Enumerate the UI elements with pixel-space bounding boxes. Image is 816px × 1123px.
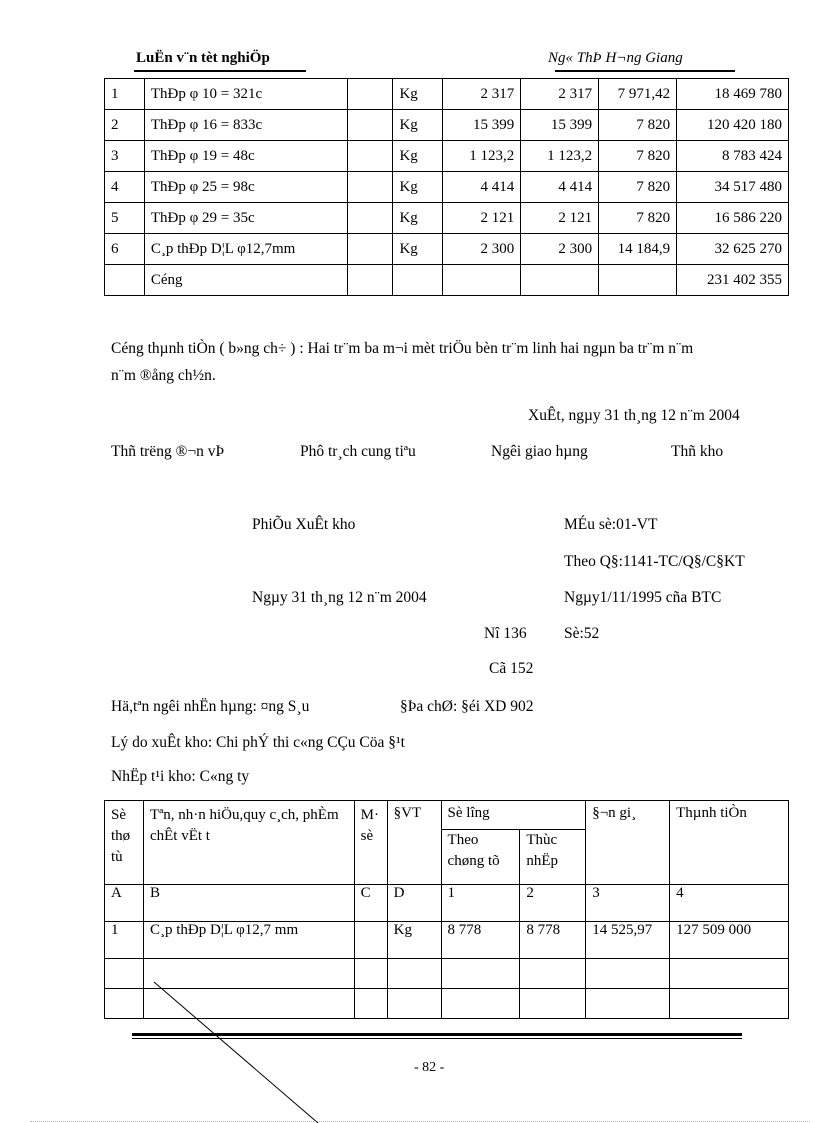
cell-unit-price: 7 971,42 [599,79,677,110]
cell-amount: 18 469 780 [677,79,789,110]
issue-reason: Lý do xuÊt kho: Chi phÝ thi c«ng CÇu Cöa §¹t [111,734,405,751]
cell-qty-actual: 2 121 [521,203,599,234]
footer-rule [132,1033,742,1036]
cell-qty-doc: 2 300 [443,234,521,265]
cell-item-name: ThÐp φ 16 = 833c [144,110,347,141]
cell-item-name: Céng [144,265,347,296]
form-number: MÉu sè:01-VT [564,516,658,533]
document-header-author: Ng« ThÞ H¬ng Giang [548,50,683,66]
cell-qty-actual: 8 778 [520,922,586,959]
form-date: Ngµy1/11/1995 cña BTC [564,589,722,606]
cell-unit-price: 7 820 [599,172,677,203]
cell-qty-actual: 2 300 [521,234,599,265]
column-code: 3 [586,885,670,922]
cell-row-number: 6 [105,234,145,265]
total-in-words: Céng thµnh tiÒn ( b»ng ch÷ ) : Hai tr¨m ba m¬i mèt triÖu bèn tr¨m linh hai ngµn ba tr¨m n¨m [111,340,694,357]
column-code: A [105,885,144,922]
cell-qty-doc: 8 778 [441,922,520,959]
cell-unit: Kg [393,234,443,265]
cell-item-name: ThÐp φ 19 = 48c [144,141,347,172]
warehouse: NhËp t¹i kho: C«ng ty [111,768,250,785]
cell-qty-doc: 1 123,2 [443,141,521,172]
cell-unit-price: 7 820 [599,141,677,172]
cell-amount: 231 402 355 [677,265,789,296]
signature-deliverer: Ngêi giao hµng [491,443,588,460]
cell-unit-price: 14 525,97 [586,922,670,959]
cell-amount: 127 509 000 [670,922,789,959]
cell-row-number: 3 [105,141,145,172]
header-item-name: Tªn, nh·n hiÖu,quy c¸ch, phÈm chÊt vËt t [143,801,354,885]
page-edge [30,1121,810,1122]
cell-unit-price: 7 820 [599,110,677,141]
cell-qty-doc: 15 399 [443,110,521,141]
cell-item-name: ThÐp φ 25 = 98c [144,172,347,203]
cell-item-name: C¸p thÐp D¦L φ12,7mm [144,234,347,265]
slip-date: Ngµy 31 th¸ng 12 n¨m 2004 [252,589,427,606]
cell-unit: Kg [387,922,441,959]
issue-date-line: XuÊt, ngµy 31 th¸ng 12 n¨m 2004 [528,407,740,424]
receiver-address: §Þa chØ: §éi XD 902 [400,698,534,715]
column-code: 2 [520,885,586,922]
cell-amount: 34 517 480 [677,172,789,203]
column-code: B [143,885,354,922]
receiver-name: Hä,tªn ngêi nhËn hµng: ¤ng S¸u [111,698,310,715]
form-reference: Theo Q§:1141-TC/Q§/C§KT [564,553,745,570]
page-number: - 82 - [414,1060,445,1075]
cell-unit-price: 7 820 [599,203,677,234]
header-unit: §VT [387,801,441,885]
cell-row-number: 5 [105,203,145,234]
header-code: M· sè [354,801,387,885]
header-unit-price: §¬n gi¸ [586,801,670,885]
cell-unit: Kg [393,172,443,203]
column-code: D [387,885,441,922]
cell-unit: Kg [393,141,443,172]
column-code: 4 [670,885,789,922]
cell-amount: 16 586 220 [677,203,789,234]
cell-amount: 120 420 180 [677,110,789,141]
header-qty-actual: Thùc nhËp [520,830,586,885]
cell-qty-doc: 2 121 [443,203,521,234]
cell-qty-doc: 2 317 [443,79,521,110]
cell-unit-price: 14 184,9 [599,234,677,265]
cell-row-number: 2 [105,110,145,141]
footer-rule [132,1038,742,1039]
total-in-words-cont: n¨m ®ång ch½n. [111,367,216,384]
debit-account: Nî 136 [484,625,527,642]
cell-amount: 32 625 270 [677,234,789,265]
cell-row-number: 1 [105,922,144,959]
header-quantity: Sè lîng [441,801,586,830]
document-header-title: LuËn v¨n tèt nghiÖp [136,50,270,66]
cell-qty-actual: 15 399 [521,110,599,141]
header-stt: Sè thø tù [105,801,144,885]
credit-account: Cã 152 [489,660,534,677]
signature-supply-manager: Phô tr¸ch cung tiªu [300,443,416,460]
cell-qty-actual: 4 414 [521,172,599,203]
cell-row-number: 1 [105,79,145,110]
cell-item-name: C¸p thÐp D¦L φ12,7 mm [143,922,354,959]
column-code: C [354,885,387,922]
slip-title: PhiÕu XuÊt kho [252,516,356,533]
slip-number: Sè:52 [564,625,600,642]
header-amount: Thµnh tiÒn [670,801,789,885]
cell-amount: 8 783 424 [677,141,789,172]
cell-qty-doc: 4 414 [443,172,521,203]
cell-row-number: 4 [105,172,145,203]
cell-item-name: ThÐp φ 29 = 35c [144,203,347,234]
cell-unit: Kg [393,79,443,110]
cell-unit: Kg [393,203,443,234]
column-code: 1 [441,885,520,922]
signature-head-of-unit: Thñ trëng ®¬n vÞ [111,443,225,460]
cell-item-name: ThÐp φ 10 = 321c [144,79,347,110]
header-qty-by-document: Theo chøng tõ [441,830,520,885]
cell-qty-actual: 2 317 [521,79,599,110]
cell-unit: Kg [393,110,443,141]
signature-storekeeper: Thñ kho [671,443,724,460]
cell-qty-actual: 1 123,2 [521,141,599,172]
